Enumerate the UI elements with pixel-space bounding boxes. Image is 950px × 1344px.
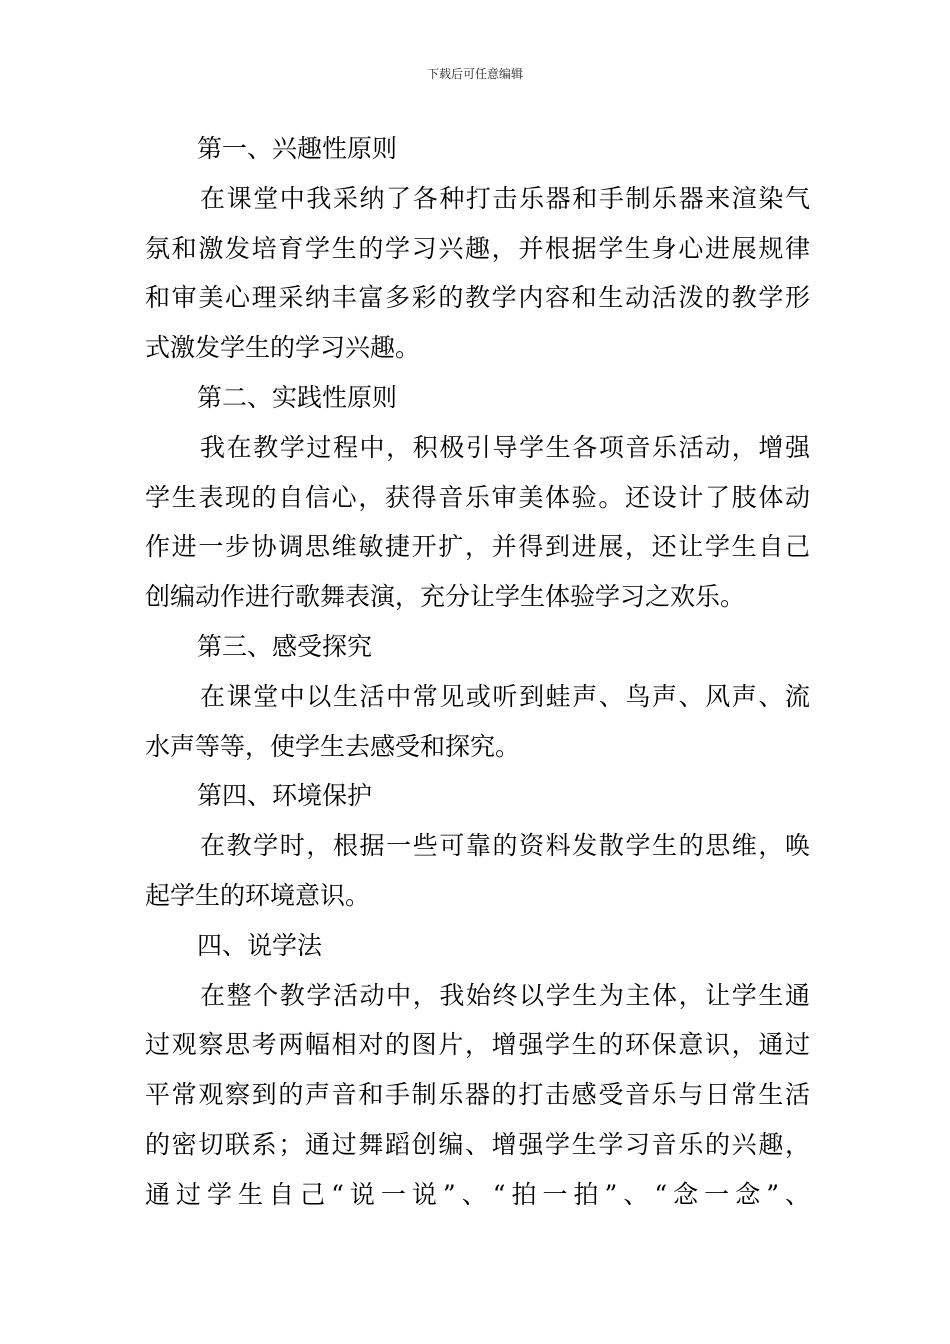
paragraph-line: 的密切联系；通过舞蹈创编、增强学生学习音乐的兴趣， <box>145 1129 810 1159</box>
body-text <box>145 124 810 1220</box>
paragraph-line: 水声等等，使学生去感受和探究。 <box>145 731 521 761</box>
paragraph-line: 在课堂中以生活中常见或听到蛙声、鸟声、风声、流 <box>200 681 810 711</box>
paragraph-line: 通过学生自己“说一说”、“拍一拍”、“念一念”、 <box>145 1179 810 1209</box>
paragraph-line: 过观察思考两幅相对的图片，增强学生的环保意识，通过 <box>145 1030 810 1060</box>
paragraph-line: 学生表现的自信心，获得音乐审美体验。还设计了肢体动 <box>145 482 810 512</box>
paragraph-line: 在课堂中我采纳了各种打击乐器和手制乐器来渲染气 <box>200 183 810 213</box>
paragraph-line: 创编动作进行歌舞表演，充分让学生体验学习之欢乐。 <box>145 582 746 612</box>
paragraph-line: 起学生的环境意识。 <box>145 880 371 910</box>
section-heading-study-method: 四、说学法 <box>197 930 323 960</box>
paragraph-line: 在教学时，根据一些可靠的资料发散学生的思维，唤 <box>200 831 810 861</box>
paragraph-line: 作进一步协调思维敏捷开扩，并得到进展，还让学生自己 <box>145 532 810 562</box>
paragraph-line: 氛和激发培育学生的学习兴趣，并根据学生身心进展规律 <box>145 233 810 263</box>
paragraph-line: 平常观察到的声音和手制乐器的打击感受音乐与日常生活 <box>145 1080 810 1110</box>
paragraph-line: 在整个教学活动中，我始终以学生为主体，让学生通 <box>200 980 810 1010</box>
section-heading-interest: 第一、兴趣性原则 <box>197 134 398 163</box>
paragraph-line: 和审美心理采纳丰富多彩的教学内容和生动活泼的教学形 <box>145 283 810 313</box>
paragraph-line: 我在教学过程中，积极引导学生各项音乐活动，增强 <box>200 432 810 462</box>
paragraph-line: 式激发学生的学习兴趣。 <box>145 333 421 363</box>
section-heading-environment: 第四、环境保护 <box>197 781 373 811</box>
section-heading-explore: 第三、感受探究 <box>197 631 373 661</box>
page-header: 下载后可任意编辑 <box>426 67 523 81</box>
section-heading-practice: 第二、实践性原则 <box>197 382 398 412</box>
